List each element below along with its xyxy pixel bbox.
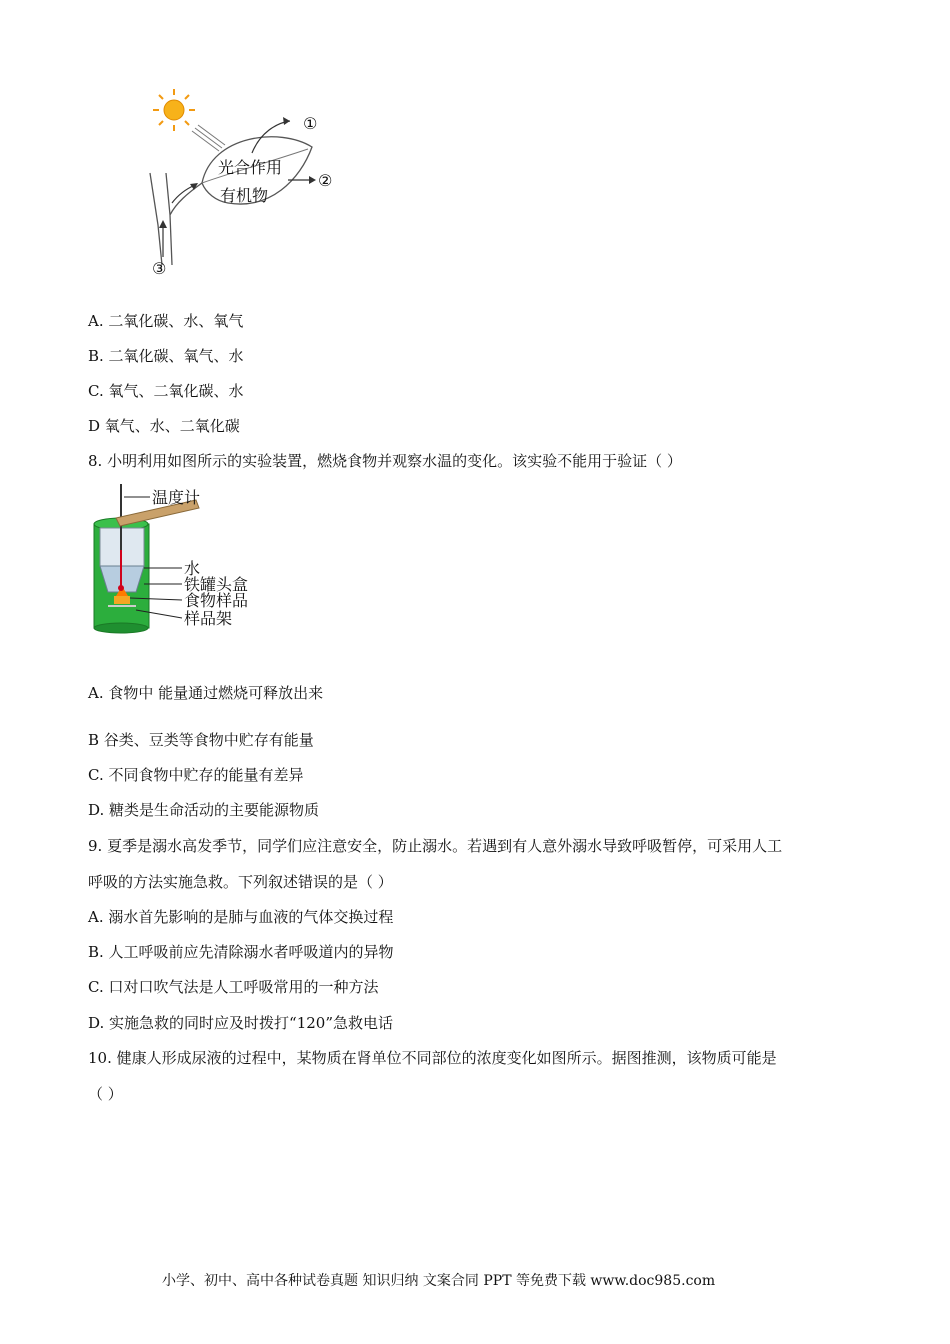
diagram-marker-2: ② — [318, 171, 333, 190]
sun-icon — [153, 89, 195, 131]
q7-option-d: D 氧气、水、二氧化碳 — [88, 417, 240, 435]
q10-stem-line1: 10. 健康人形成尿液的过程中，某物质在肾单位不同部位的浓度变化如图所示。据图推测，该物质可能是 — [88, 1049, 777, 1067]
label-thermometer: 温度计 — [152, 488, 201, 507]
page-footer: 小学、初中、高中各种试卷真题 知识归纳 文案合同 PPT 等免费下载 www.doc985.com — [162, 1273, 716, 1289]
q9-option-d: D. 实施急救的同时应及时拨打“120”急救电话 — [88, 1014, 393, 1032]
label-water: 水 — [184, 559, 201, 578]
calorimeter-diagram — [86, 480, 266, 635]
arrow-3 — [159, 183, 198, 257]
diagram-label-organic-matter: 有机物 — [220, 186, 269, 205]
light-rays — [192, 125, 225, 151]
diagram-marker-3: ③ — [152, 259, 167, 278]
q9-option-a: A. 溺水首先影响的是肺与血液的气体交换过程 — [88, 908, 394, 926]
q8-option-c: C. 不同食物中贮存的能量有差异 — [88, 766, 304, 784]
q10-stem-line2: （ ） — [88, 1085, 123, 1103]
label-tin-can: 铁罐头盒 — [184, 575, 249, 594]
q9-option-c: C. 口对口吹气法是人工呼吸常用的一种方法 — [88, 978, 379, 996]
diagram-label-photosynthesis: 光合作用 — [218, 158, 283, 177]
diagram-marker-1: ① — [303, 114, 318, 133]
q9-option-b: B. 人工呼吸前应先清除溺水者呼吸道内的异物 — [88, 943, 394, 961]
label-sample-holder: 样品架 — [184, 609, 233, 628]
q8-option-a: A. 食物中 能量通过燃烧可释放出来 — [88, 684, 324, 702]
q7-option-b: B. 二氧化碳、氧气、水 — [88, 347, 244, 365]
q9-stem-line2: 呼吸的方法实施急救。下列叙述错误的是（ ） — [88, 873, 393, 891]
q7-option-a: A. 二氧化碳、水、氧气 — [88, 312, 244, 330]
q8-stem: 8. 小明利用如图所示的实验装置，燃烧食物并观察水温的变化。该实验不能用于验证（ ） — [88, 452, 682, 470]
q8-option-b: B 谷类、豆类等食物中贮存有能量 — [88, 731, 314, 749]
q9-stem-line1: 9. 夏季是溺水高发季节，同学们应注意安全，防止溺水。若遇到有人意外溺水导致呼吸暂停，可采用人工 — [88, 837, 783, 855]
q7-option-c: C. 氧气、二氧化碳、水 — [88, 382, 244, 400]
photosynthesis-diagram — [140, 85, 350, 280]
label-food-sample: 食物样品 — [184, 591, 249, 610]
q8-option-d: D. 糖类是生命活动的主要能源物质 — [88, 801, 320, 819]
